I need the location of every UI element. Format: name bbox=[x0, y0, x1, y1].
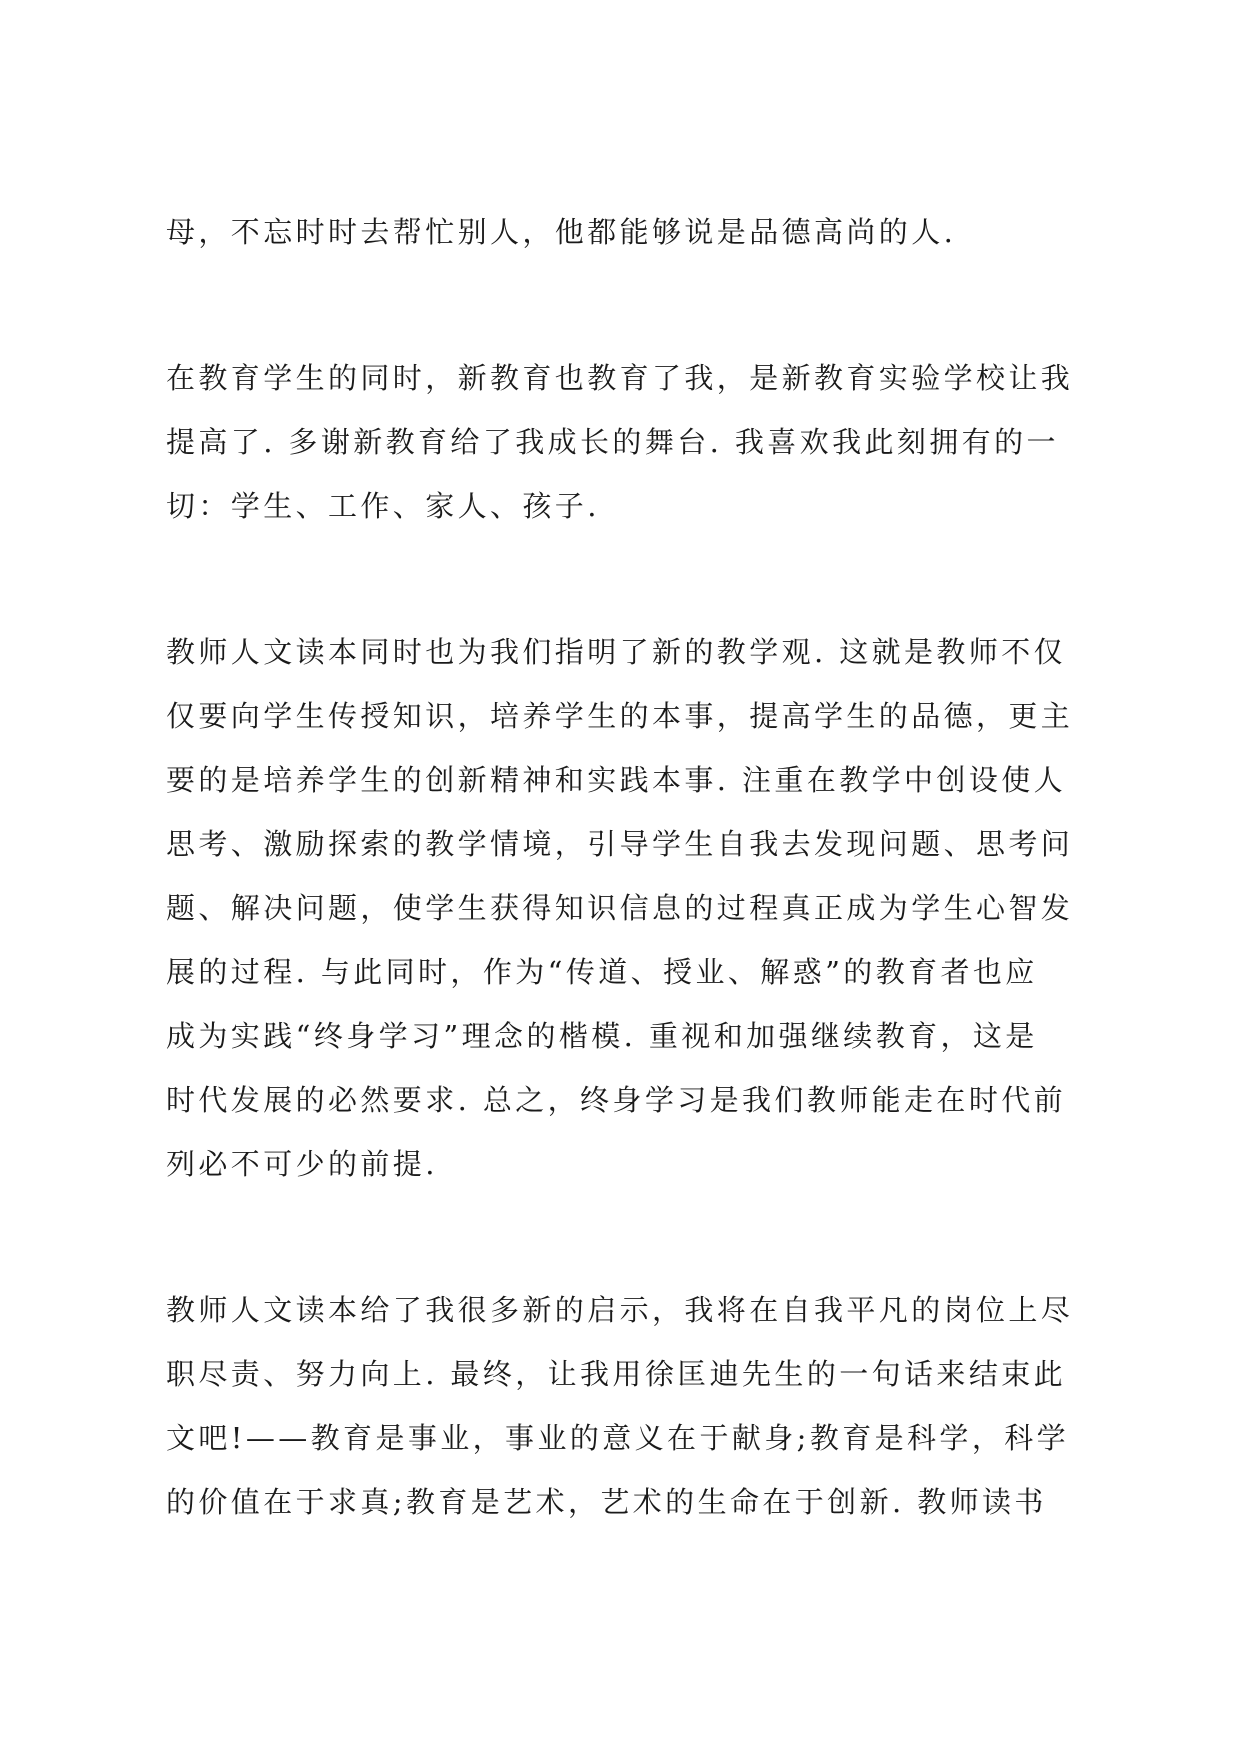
text-line: 母，不忘时时去帮忙别人，他都能够说是品德高尚的人. bbox=[166, 215, 957, 249]
text-line: 文吧!——教育是事业，事业的意义在于献身;教育是科学，科学 bbox=[166, 1421, 1070, 1455]
paragraph-1 bbox=[166, 200, 1096, 264]
text-line: 提高了. 多谢新教育给了我成长的舞台. 我喜欢我此刻拥有的一 bbox=[166, 425, 1059, 459]
text-line: 在教育学生的同时，新教育也教育了我，是新教育实验学校让我 bbox=[166, 361, 1074, 395]
text-line: 仅要向学生传授知识，培养学生的本事，提高学生的品德，更主 bbox=[166, 699, 1074, 733]
text-line: 的价值在于求真;教育是艺术，艺术的生命在于创新. 教师读书 bbox=[166, 1485, 1047, 1519]
text-line: 教师人文读本给了我很多新的启示，我将在自我平凡的岗位上尽 bbox=[166, 1293, 1074, 1327]
text-line: 教师人文读本同时也为我们指明了新的教学观. 这就是教师不仅 bbox=[166, 635, 1067, 669]
text-line: 展的过程. 与此同时，作为“传道、授业、解惑”的教育者也应 bbox=[166, 955, 1038, 989]
text-line: 职尽责、努力向上. 最终，让我用徐匡迪先生的一句话来结束此 bbox=[166, 1357, 1067, 1391]
paragraph-3 bbox=[166, 620, 1096, 1196]
text-line: 思考、激励探索的教学情境，引导学生自我去发现问题、思考问 bbox=[166, 827, 1074, 861]
text-line: 要的是培养学生的创新精神和实践本事. 注重在教学中创设使人 bbox=[166, 763, 1067, 797]
text-line: 列必不可少的前提. bbox=[166, 1147, 438, 1181]
text-line: 题、解决问题，使学生获得知识信息的过程真正成为学生心智发 bbox=[166, 891, 1074, 925]
text-line: 切：学生、工作、家人、孩子. bbox=[166, 489, 600, 523]
text-line: 时代发展的必然要求. 总之，终身学习是我们教师能走在时代前 bbox=[166, 1083, 1067, 1117]
paragraph-4 bbox=[166, 1278, 1096, 1534]
paragraph-2 bbox=[166, 346, 1096, 538]
text-line: 成为实践“终身学习”理念的楷模. 重视和加强继续教育，这是 bbox=[166, 1019, 1038, 1053]
